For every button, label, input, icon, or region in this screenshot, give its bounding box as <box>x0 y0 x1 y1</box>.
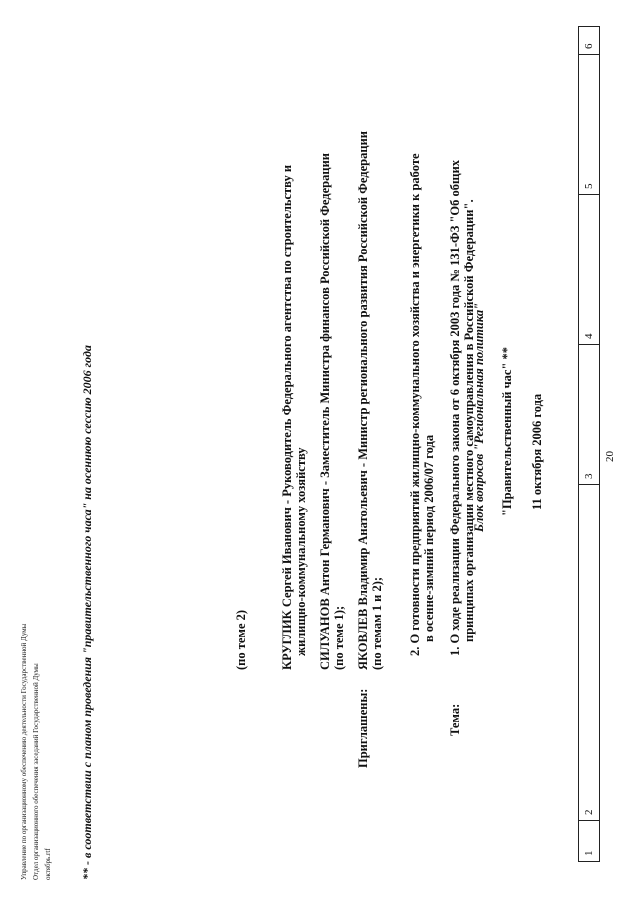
topic-item <box>408 153 436 656</box>
column-number-strip <box>578 26 600 862</box>
footnote: ** - в соответствии с планом проведения "правительственного часа" на осеннюю сессию 2006 года <box>80 345 94 880</box>
column-number: 5 <box>579 55 599 195</box>
invited-item <box>234 610 248 670</box>
invited-item <box>356 131 384 670</box>
invited-item <box>318 153 346 670</box>
topic-item-line: 1. О ходе реализации Федерального закона от 6 октября 2003 года № 131-ФЗ "Об общих <box>448 159 462 656</box>
topic-item <box>448 160 476 656</box>
invited-item <box>280 165 308 670</box>
footer-file: октябрь.rtf <box>44 848 52 880</box>
topics-label: Тема: <box>448 703 462 736</box>
topic-item-line: в осенне-зимний период 2006/07 года <box>422 434 436 642</box>
footer-department: Управление по организационному обеспечению деятельности Государственной Думы <box>20 623 28 880</box>
page-number: 20 <box>604 451 616 462</box>
column-number: 4 <box>579 195 599 345</box>
invited-item-line: СИЛУАНОВ Антон Германович - Заместитель Министра финансов Российской Федерации <box>318 153 332 670</box>
invited-item-line: (по теме 2) <box>234 609 248 670</box>
invited-item-line: (по темам 1 и 2); <box>370 576 384 670</box>
column-number: 1 <box>583 850 595 856</box>
topic-item-line: принципах организации местного самоуправления в Российской Федерации". <box>462 199 476 642</box>
question-block: Блок вопросов "Региональная политика" <box>472 302 486 532</box>
column-number: 2 <box>579 485 599 821</box>
invited-label: Приглашены: <box>356 688 370 768</box>
event-title: "Правительственный час" ** <box>500 346 514 516</box>
column-number: 3 <box>579 345 599 485</box>
column-number: 6 <box>579 0 599 55</box>
topic-item-line: 2. О готовности предприятий жилищно-коммунального хозяйства и энергетики к работе <box>408 153 422 656</box>
meeting-date: 11 октября 2006 года <box>530 393 544 510</box>
invited-item-line: жилищно-коммунальному хозяйству <box>294 447 308 656</box>
invited-item-line: (по теме 1); <box>332 605 346 670</box>
invited-item-line: КРУГЛИК Сергей Иванович - Руководитель Федерального агентства по строительству и <box>280 164 294 670</box>
invited-item-line: ЯКОВЛЕВ Владимир Анатольевич - Министр регионального развития Российской Федерации <box>356 131 370 670</box>
footer-department: Отдел организационного обеспечения заседаний Государственной Думы <box>32 663 40 880</box>
